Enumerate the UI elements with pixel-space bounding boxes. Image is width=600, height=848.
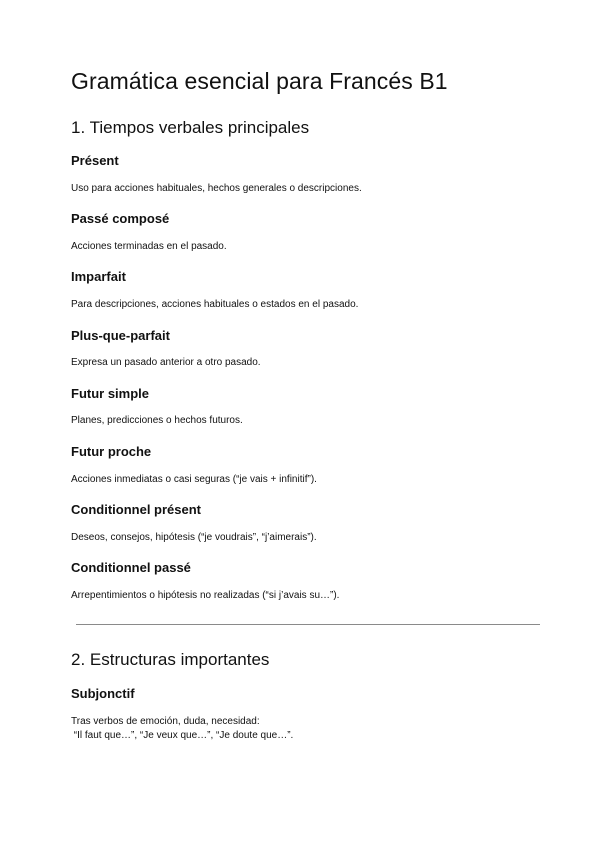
tense-description-conditionnel-passe: Arrepentimientos o hipótesis no realizadas (“si j’avais su…”). [71,590,340,601]
tense-description-futur-proche: Acciones inmediatas o casi seguras (“je vais + infinitif”). [71,474,317,485]
section-heading-verb-tenses: 1. Tiempos verbales principales [71,118,310,137]
tense-description-conditionnel-present: Deseos, consejos, hipótesis (“je voudrais”, “j’aimerais”). [71,532,317,543]
tense-name-conditionnel-present: Conditionnel présent [71,502,201,517]
tense-description-present: Uso para acciones habituales, hechos generales o descripciones. [71,183,362,194]
tense-name-plus-que-parfait: Plus-que-parfait [71,328,170,343]
tense-name-futur-proche: Futur proche [71,444,152,459]
tense-description-futur-simple: Planes, predicciones o hechos futuros. [71,415,243,426]
section-divider [76,624,540,625]
tense-name-present: Présent [71,153,119,168]
tense-name-conditionnel-passe: Conditionnel passé [71,560,191,575]
section-heading-structures: 2. Estructuras importantes [71,650,270,669]
tense-description-passe-compose: Acciones terminadas en el pasado. [71,241,227,252]
tense-name-imparfait: Imparfait [71,269,126,284]
document-title: Gramática esencial para Francés B1 [71,68,448,94]
structure-description-subjonctif-line1: Tras verbos de emoción, duda, necesidad: [71,716,260,727]
tense-description-plus-que-parfait: Expresa un pasado anterior a otro pasado. [71,357,261,368]
tense-name-passe-compose: Passé composé [71,211,170,226]
tense-name-futur-simple: Futur simple [71,386,150,401]
structure-description-subjonctif-line2: “Il faut que…”, “Je veux que…”, “Je doute que…”. [71,730,294,741]
tense-description-imparfait: Para descripciones, acciones habituales o estados en el pasado. [71,299,359,310]
structure-name-subjonctif: Subjonctif [71,686,135,701]
